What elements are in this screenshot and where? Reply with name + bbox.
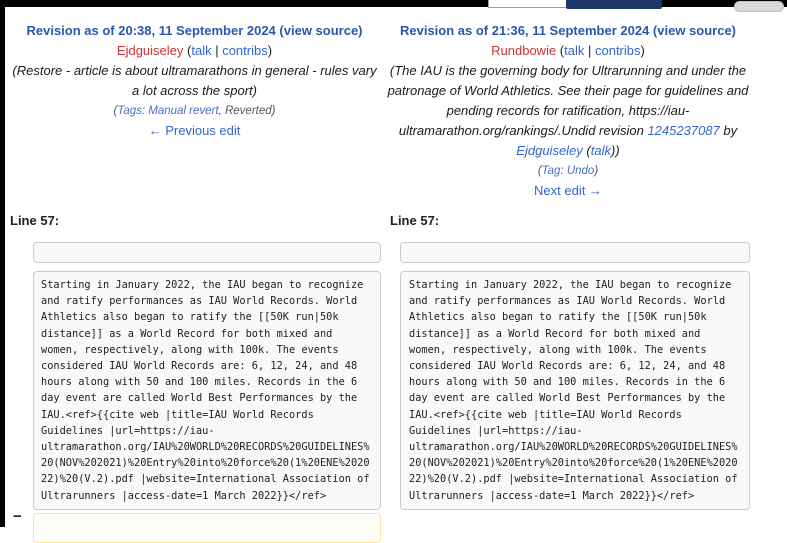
deleted-line-box [33,513,381,543]
old-edit-summary: (Restore - article is about ultramarathons in general - rules vary a lot across the sport) [12,63,377,98]
old-user-link[interactable]: Ejdguiseley [116,43,184,58]
old-user-line [8,41,381,61]
punctuation: ( [537,165,542,177]
punctuation: ( [113,105,118,117]
new-user-link[interactable]: Rundbowie [491,43,557,58]
punctuation: | [584,43,595,58]
undo-user-talk-link[interactable]: talk [590,143,611,158]
search-button[interactable] [566,0,662,9]
tag-link[interactable]: Tag [541,165,561,177]
new-user-line [383,41,753,61]
old-tags-line [8,101,381,121]
search-input[interactable] [488,0,567,8]
punctuation: ( [582,143,591,158]
old-revision-header [8,21,381,141]
new-revision-header [383,21,753,201]
deleted-line-marker: − [13,508,22,525]
tag-reverted: Reverted [224,105,272,117]
undid-revision-link[interactable]: 1245237087 [647,123,720,138]
new-user-talk-link[interactable]: talk [564,43,585,58]
letterbox-top-bar [0,0,787,7]
old-view-source-link[interactable]: (view source) [279,23,363,38]
old-user-contribs-link[interactable]: contribs [222,43,268,58]
new-tag-line [383,161,753,181]
punctuation: : [141,105,149,117]
punctuation: ) [640,43,645,58]
punctuation: )) [611,143,620,158]
summary-text: (The IAU is the governing body for Ultrarunning and under the patronage of World Athletics. See their page for guidelines and pending records for ratification, https://iau-ultramarathon.org/rankings/.Undid revision [387,63,749,138]
punctuation: , [218,105,225,117]
old-line-number-heading: Line 57: [10,213,60,228]
old-context-empty-line [33,242,381,263]
punctuation: ( [556,43,565,58]
punctuation: ( [183,43,192,58]
tag-manual-revert-link[interactable]: Manual revert [148,105,219,117]
new-revision-link[interactable]: Revision as of 21:36, 11 September 2024 [399,23,650,38]
punctuation: ) [271,105,276,117]
punctuation: | [211,43,223,58]
previous-edit-nav [8,121,381,141]
new-edit-summary [383,61,753,161]
punctuation: : [560,165,567,177]
new-context-empty-line [400,242,750,263]
new-context-content: Starting in January 2022, the IAU began to recognize and ratify performances as IAU World Records. World Athletics also began to ratify the [[50K run|50k distance]] as a World Record for both mixed and women, respectively, along with 100k. The events considered IAU World Records are: 6, 12, 24, and 48 hours along with 50 and 100 miles. Records in the 6 day event are called World Best Performances by the IAU.<ref>{{cite web |title=IAU World Records Guidelines |url=https://iau-ultramarathon.org/IAU%20WORLD%20RECORDS%20GUIDELINES%20(NOV%202021)%20Entry%20into%20force%20(1%20ENE%202022)%20(V.2).pdf |website=International Association of Ultrarunners |access-date=1 March 2022}}</ref> [400,271,750,510]
punctuation: ) [267,43,273,58]
tags-link[interactable]: Tags [117,105,142,117]
new-view-source-link[interactable]: (view source) [652,23,737,38]
top-right-pill-button[interactable] [734,1,784,12]
next-edit-link[interactable]: Next edit → [534,183,602,198]
old-user-talk-link[interactable]: talk [191,43,212,58]
punctuation: ) [594,165,599,177]
old-context-content: Starting in January 2022, the IAU began to recognize and ratify performances as IAU World Records. World Athletics also began to ratify the [[50K run|50k distance]] as a World Record for both mixed and women, respectively, along with 100k. The events considered IAU World Records are: 6, 12, 24, and 48 hours along with 50 and 100 miles. Records in the 6 day event are called World Best Performances by the IAU.<ref>{{cite web |title=IAU World Records Guidelines |url=https://iau-ultramarathon.org/IAU%20WORLD%20RECORDS%20GUIDELINES%20(NOV%202021)%20Entry%20into%20force%20(1%20ENE%202022)%20(V.2).pdf |website=International Association of Ultrarunners |access-date=1 March 2022}}</ref> [33,271,381,510]
undo-user-link[interactable]: Ejdguiseley [516,143,583,158]
tag-undo-link[interactable]: Undo [566,165,595,177]
new-line-number-heading: Line 57: [390,213,440,228]
summary-text: by [719,123,738,138]
new-user-contribs-link[interactable]: contribs [594,43,641,58]
old-revision-link[interactable]: Revision as of 20:38, 11 September 2024 [26,23,276,38]
previous-edit-link[interactable]: ← Previous edit [148,123,241,138]
letterbox-left-bar [0,0,5,527]
next-edit-nav [383,181,753,201]
old-revision-title-line [8,21,381,41]
new-revision-title-line [383,21,753,41]
